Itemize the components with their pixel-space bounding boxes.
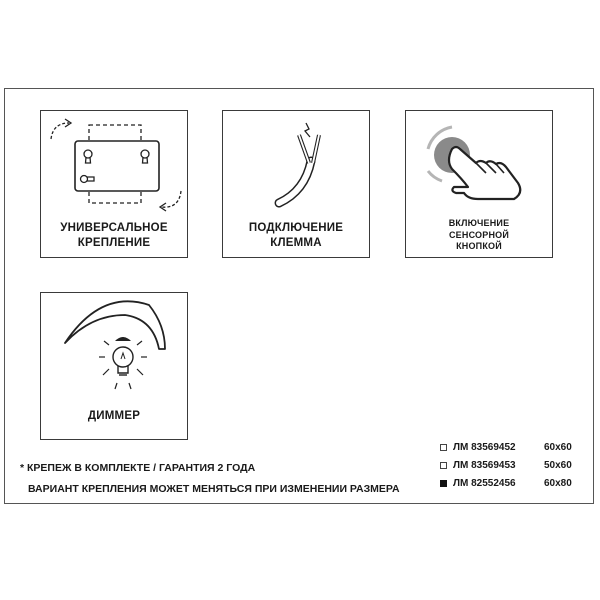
checkbox-filled-icon <box>440 480 447 487</box>
card-label: ДИММЕР <box>87 410 141 422</box>
model-name: ЛМ 83569452 <box>453 442 516 453</box>
model-row <box>440 460 590 478</box>
model-row <box>440 478 590 496</box>
model-size: 60x80 <box>544 478 572 489</box>
card-label: УНИВЕРСАЛЬНОЕ КРЕПЛЕНИЕ <box>60 222 168 249</box>
card-touch-button <box>405 110 553 258</box>
card-dimmer <box>40 292 188 440</box>
card-universal-mount <box>40 110 188 258</box>
checkbox-icon <box>440 462 447 469</box>
model-name: ЛМ 83569453 <box>453 460 516 471</box>
checkbox-icon <box>440 444 447 451</box>
note-mounting-variant: ВАРИАНТ КРЕПЛЕНИЯ МОЖЕТ МЕНЯТЬСЯ ПРИ ИЗМЕНЕНИИ РАЗМЕРА <box>28 483 400 495</box>
card-label: ПОДКЛЮЧЕНИЕ КЛЕММА <box>248 222 344 249</box>
model-size: 50x60 <box>544 460 572 471</box>
model-list <box>440 442 590 496</box>
model-row <box>440 442 590 460</box>
model-name: ЛМ 82552456 <box>453 478 516 489</box>
note-warranty: * КРЕПЕЖ В КОМПЛЕКТЕ / ГАРАНТИЯ 2 ГОДА <box>20 462 256 474</box>
card-label: ВКЛЮЧЕНИЕ СЕНСОРНОЙ КНОПКОЙ <box>448 218 510 251</box>
card-terminal-connection <box>222 110 370 258</box>
model-size: 60x60 <box>544 442 572 453</box>
